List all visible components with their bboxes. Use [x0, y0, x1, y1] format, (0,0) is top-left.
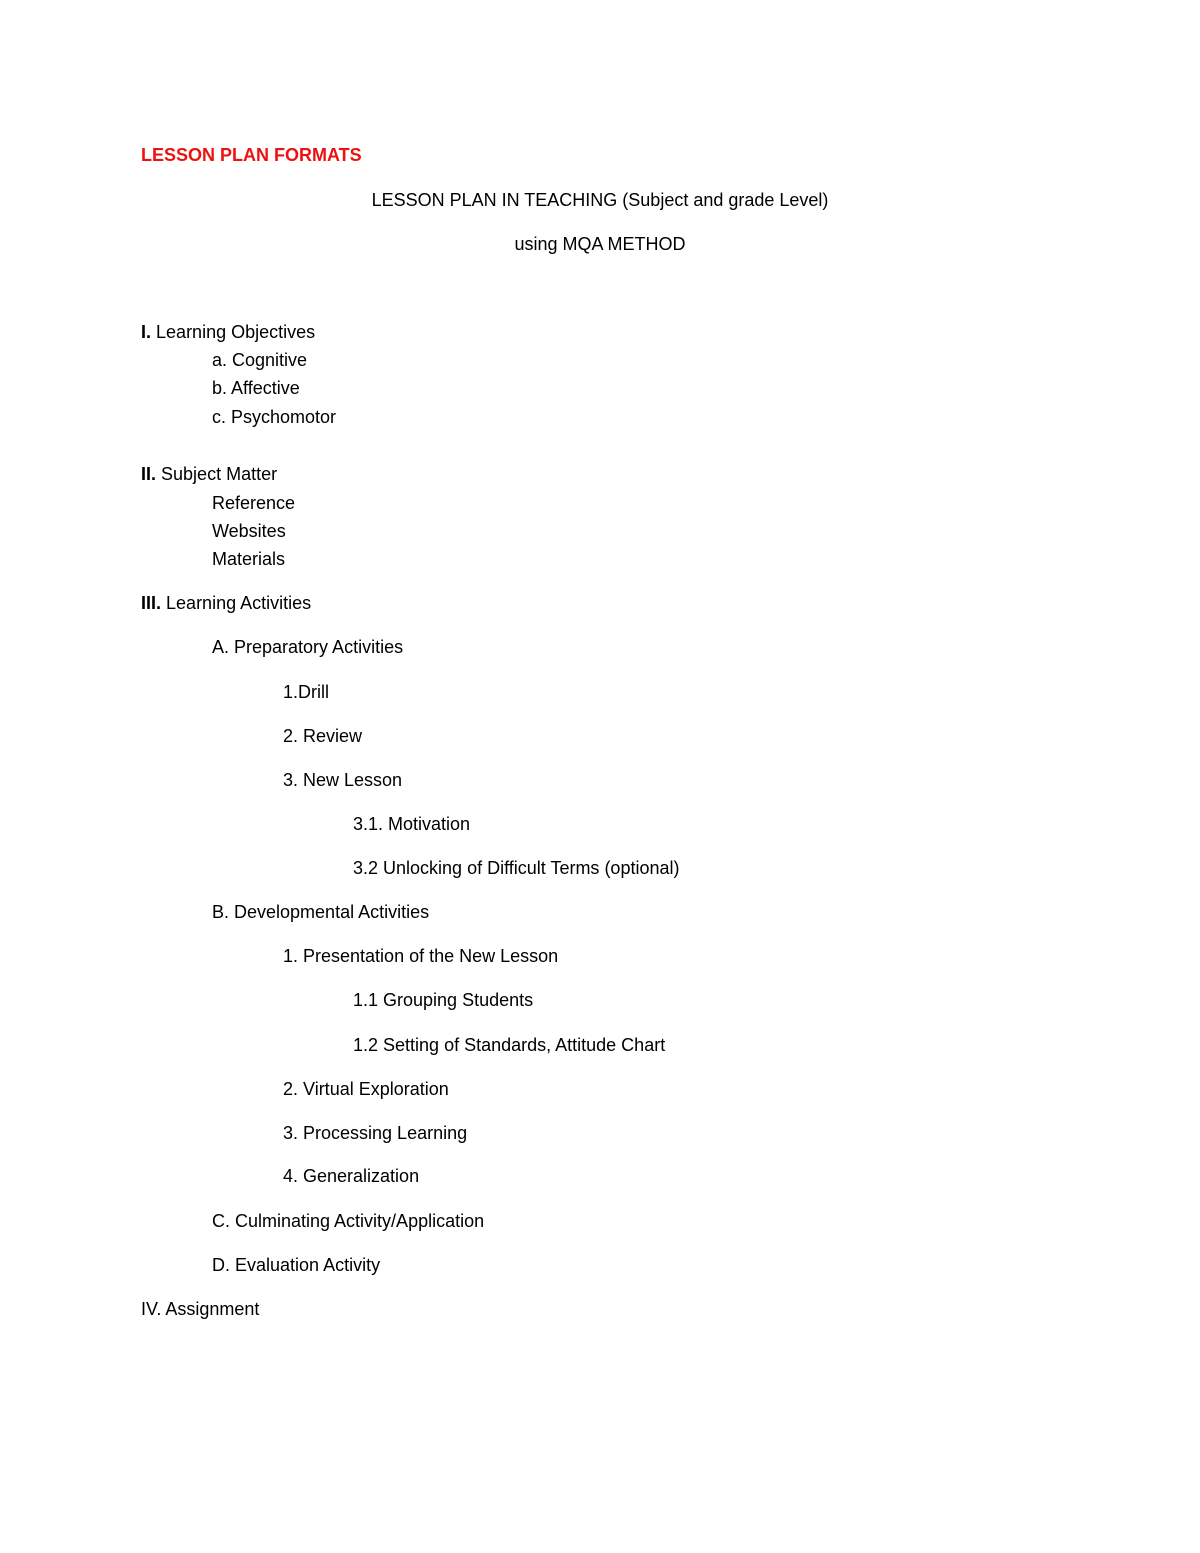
- section-assignment: [141, 1298, 259, 1320]
- document-subtitle: using MQA METHOD: [514, 234, 686, 254]
- evaluation-activity: D. Evaluation Activity: [212, 1255, 381, 1275]
- subject-reference: Reference: [212, 493, 296, 513]
- section-learning-objectives: [141, 321, 315, 343]
- section-numeral: I.: [141, 322, 152, 342]
- objective-cognitive: a. Cognitive: [212, 350, 308, 370]
- prep-item-drill: 1.Drill: [283, 682, 330, 702]
- dev-sub-standards: 1.2 Setting of Standards, Attitude Chart: [353, 1035, 666, 1055]
- dev-item-processing: 3. Processing Learning: [283, 1123, 468, 1143]
- prep-item-new-lesson: 3. New Lesson: [283, 770, 403, 790]
- dev-item-exploration: 2. Virtual Exploration: [283, 1079, 449, 1099]
- dev-item-presentation: 1. Presentation of the New Lesson: [283, 946, 559, 966]
- section-title: Learning Activities: [166, 593, 312, 613]
- prep-sub-motivation: 3.1. Motivation: [353, 814, 471, 834]
- objective-psychomotor: c. Psychomotor: [212, 407, 337, 427]
- document-heading: LESSON PLAN FORMATS: [141, 145, 362, 165]
- section-title: Subject Matter: [161, 464, 278, 484]
- section-title: Assignment: [165, 1299, 260, 1319]
- objective-affective: b. Affective: [212, 378, 300, 398]
- section-title: Learning Objectives: [156, 322, 316, 342]
- subject-materials: Materials: [212, 549, 286, 569]
- prep-item-review: 2. Review: [283, 726, 363, 746]
- subject-websites: Websites: [212, 521, 286, 541]
- section-numeral: IV.: [141, 1299, 162, 1319]
- dev-item-generalization: 4. Generalization: [283, 1166, 420, 1186]
- culminating-activity: C. Culminating Activity/Application: [212, 1211, 485, 1231]
- document-title: LESSON PLAN IN TEACHING (Subject and grade Level): [371, 190, 829, 210]
- section-numeral: III.: [141, 593, 162, 613]
- prep-sub-unlocking: 3.2 Unlocking of Difficult Terms (optional): [353, 858, 680, 878]
- developmental-activities: B. Developmental Activities: [212, 902, 430, 922]
- dev-sub-grouping: 1.1 Grouping Students: [353, 990, 534, 1010]
- section-numeral: II.: [141, 464, 157, 484]
- preparatory-activities: A. Preparatory Activities: [212, 637, 404, 657]
- section-subject-matter: [141, 463, 277, 485]
- section-learning-activities: [141, 592, 311, 614]
